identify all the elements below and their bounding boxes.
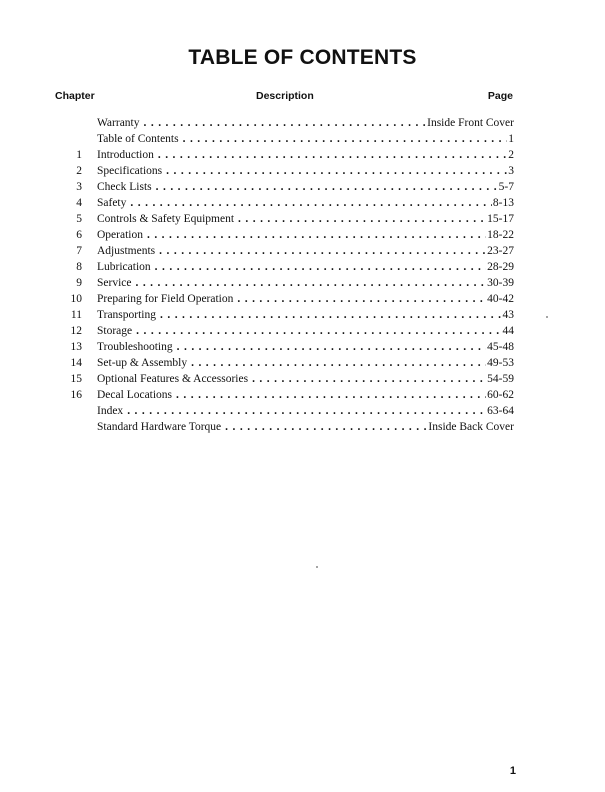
chapter-number: 11 — [70, 309, 82, 321]
toc-entry — [0, 387, 605, 403]
dot-leader — [130, 195, 492, 211]
chapter-column-header: Chapter — [55, 90, 95, 102]
toc-entry-line — [97, 243, 514, 259]
chapter-number: 8 — [76, 261, 82, 273]
entry-description: Operation — [97, 229, 143, 241]
entry-page: 49-53 — [487, 357, 514, 369]
chapter-number: 4 — [76, 197, 82, 209]
toc-entry — [0, 307, 605, 323]
dot-leader — [135, 275, 486, 291]
toc-entry-line — [97, 307, 514, 323]
entry-page: 8-13 — [492, 197, 514, 209]
chapter-number: 5 — [76, 213, 82, 225]
dot-leader — [177, 339, 487, 355]
dot-leader — [160, 307, 502, 323]
chapter-number: 15 — [70, 373, 82, 385]
entry-description: Introduction — [97, 149, 154, 161]
toc-entry-line — [97, 179, 514, 195]
entry-page: 45-48 — [487, 341, 514, 353]
toc-entry — [0, 355, 605, 371]
toc-entry — [0, 371, 605, 387]
chapter-number: 7 — [76, 245, 82, 257]
dot-leader — [156, 179, 498, 195]
entry-page: 44 — [502, 325, 514, 337]
entry-description: Optional Features & Accessories — [97, 373, 249, 385]
toc-entry-line — [97, 147, 514, 163]
dot-leader — [158, 147, 507, 163]
entry-page: 23-27 — [487, 245, 514, 257]
toc-entry — [0, 195, 605, 211]
dot-leader — [238, 211, 486, 227]
dot-leader — [155, 259, 487, 275]
toc-entry-line — [97, 195, 514, 211]
chapter-number: 2 — [76, 165, 82, 177]
entry-page: 18-22 — [487, 229, 514, 241]
toc-entry-line — [97, 403, 514, 419]
toc-entry-line — [97, 387, 514, 403]
dot-leader — [127, 403, 486, 419]
toc-entry-line — [97, 211, 514, 227]
dot-leader — [191, 355, 486, 371]
entry-page: 5-7 — [498, 181, 514, 193]
toc-entry-line — [97, 371, 514, 387]
toc-entry-line — [97, 227, 514, 243]
chapter-number: 16 — [70, 389, 82, 401]
chapter-number: 1 — [76, 149, 82, 161]
scan-speck — [316, 566, 318, 568]
entry-page: Inside Back Cover — [428, 421, 514, 433]
entry-page: 15-17 — [487, 213, 514, 225]
entry-description: Table of Contents — [97, 133, 179, 145]
toc-entry-line — [97, 259, 514, 275]
chapter-number: 14 — [70, 357, 82, 369]
scan-speck — [546, 316, 548, 318]
dot-leader — [183, 131, 508, 147]
chapter-number: 3 — [76, 181, 82, 193]
entry-page: 43 — [502, 309, 514, 321]
toc-entry-line — [97, 115, 514, 131]
dot-leader — [237, 291, 486, 307]
entry-page: 2 — [508, 149, 514, 161]
chapter-number: 9 — [76, 277, 82, 289]
dot-leader — [159, 243, 486, 259]
toc-list — [0, 115, 605, 435]
toc-entry — [0, 131, 605, 147]
page-column-header: Page — [487, 90, 513, 102]
entry-description: Troubleshooting — [97, 341, 173, 353]
toc-entry — [0, 211, 605, 227]
toc-entry — [0, 115, 605, 131]
dot-leader — [252, 371, 486, 387]
entry-description: Safety — [97, 197, 127, 209]
entry-description: Storage — [97, 325, 133, 337]
entry-page: 28-29 — [487, 261, 514, 273]
dot-leader — [147, 227, 486, 243]
toc-entry — [0, 243, 605, 259]
entry-page: 60-62 — [487, 389, 514, 401]
entry-description: Preparing for Field Operation — [97, 293, 234, 305]
entry-description: Check Lists — [97, 181, 152, 193]
dot-leader — [166, 163, 507, 179]
entry-description: Standard Hardware Torque — [97, 421, 222, 433]
dot-leader — [176, 387, 486, 403]
entry-page: 63-64 — [487, 405, 514, 417]
entry-description: Set-up & Assembly — [97, 357, 188, 369]
toc-entry-line — [97, 355, 514, 371]
toc-entry-line — [97, 291, 514, 307]
toc-entry — [0, 419, 605, 435]
description-column-header: Description — [256, 90, 314, 102]
entry-description: Adjustments — [97, 245, 156, 257]
toc-entry-line — [97, 131, 514, 147]
entry-page: 54-59 — [487, 373, 514, 385]
entry-description: Service — [97, 277, 132, 289]
entry-page: 3 — [508, 165, 514, 177]
entry-page: 1 — [508, 133, 514, 145]
dot-leader — [225, 419, 427, 435]
page-number: 1 — [509, 765, 516, 777]
toc-entry — [0, 227, 605, 243]
toc-entry — [0, 323, 605, 339]
toc-entry-line — [97, 275, 514, 291]
toc-entry-line — [97, 163, 514, 179]
toc-entry — [0, 403, 605, 419]
entry-description: Index — [97, 405, 124, 417]
toc-entry — [0, 163, 605, 179]
chapter-number: 6 — [76, 229, 82, 241]
toc-entry-line — [97, 323, 514, 339]
chapter-number: 12 — [70, 325, 82, 337]
toc-entry — [0, 147, 605, 163]
entry-description: Transporting — [97, 309, 156, 321]
chapter-number: 10 — [70, 293, 82, 305]
entry-page: 40-42 — [487, 293, 514, 305]
toc-entry-line — [97, 339, 514, 355]
entry-description: Decal Locations — [97, 389, 173, 401]
dot-leader — [144, 115, 427, 131]
toc-entry — [0, 291, 605, 307]
toc-entry — [0, 259, 605, 275]
toc-entry — [0, 179, 605, 195]
entry-description: Warranty — [97, 117, 140, 129]
entry-description: Specifications — [97, 165, 163, 177]
entry-description: Controls & Safety Equipment — [97, 213, 235, 225]
entry-description: Lubrication — [97, 261, 151, 273]
page-title: TABLE OF CONTENTS — [188, 46, 417, 69]
toc-entry — [0, 339, 605, 355]
chapter-number: 13 — [70, 341, 82, 353]
toc-entry — [0, 275, 605, 291]
dot-leader — [136, 323, 501, 339]
entry-page: 30-39 — [487, 277, 514, 289]
entry-page: Inside Front Cover — [427, 117, 514, 129]
toc-entry-line — [97, 419, 514, 435]
